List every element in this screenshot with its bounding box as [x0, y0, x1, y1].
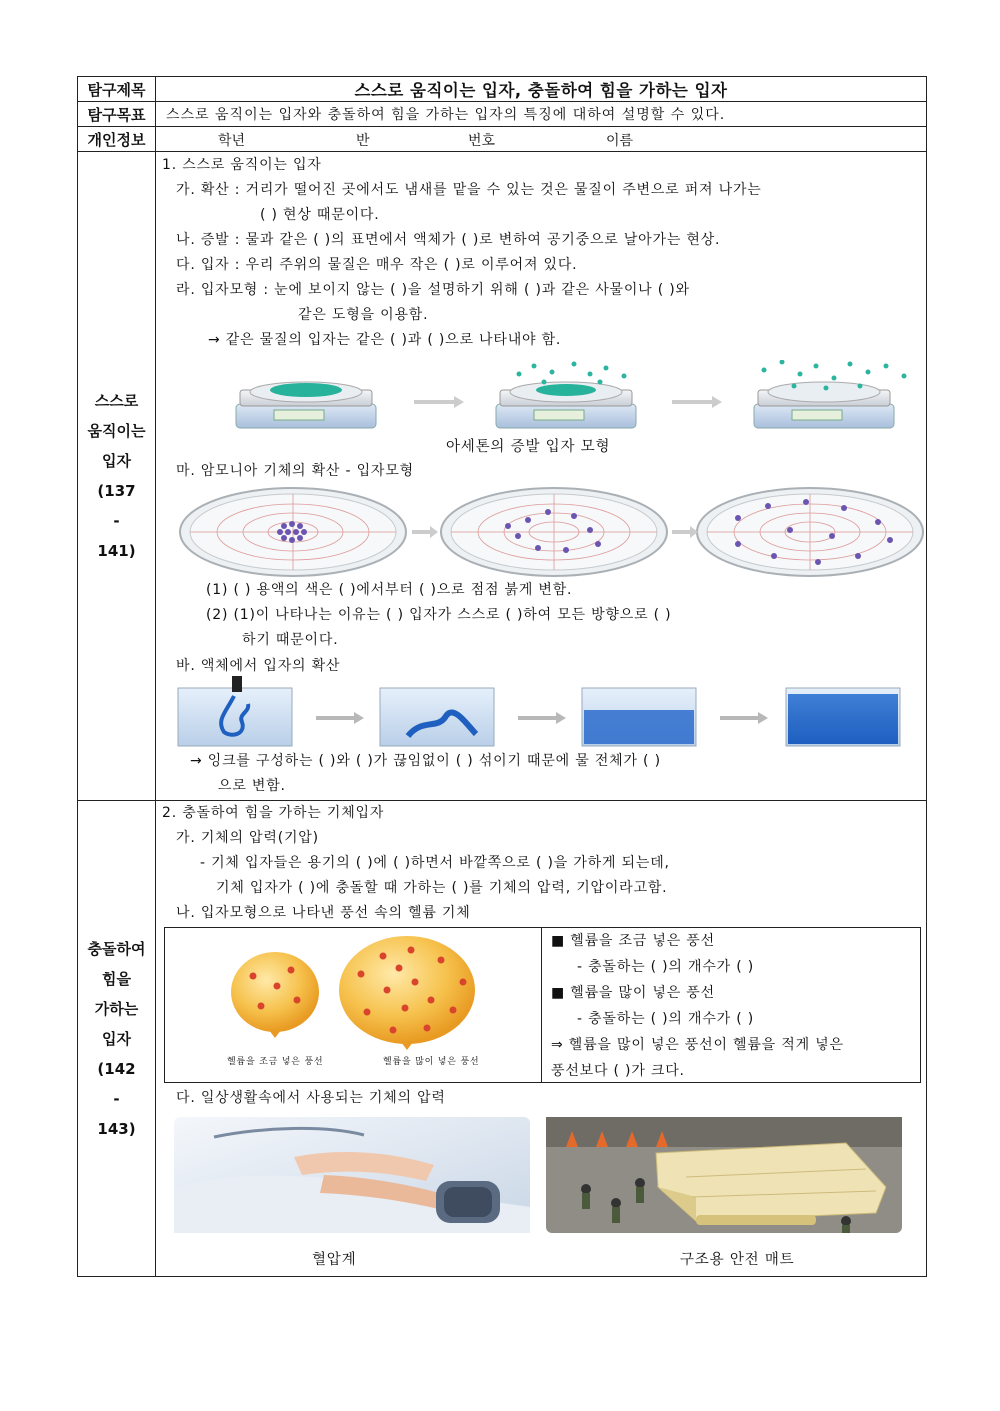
- ammonia-line-2: (2) (1)이 나타나는 이유는 ( ) 입자가 스스로 ( )하여 모든 방향으로 ( ): [206, 607, 672, 623]
- page-title: 스스로 움직이는 입자, 충돌하여 힘을 가하는 입자: [156, 77, 927, 102]
- evaporation-line: 나. 증발 : 물과 같은 ( )의 표면에서 액체가 ( )로 변하여 공기중으로 날아가는 현상.: [176, 232, 721, 248]
- title-label: 탐구제목: [78, 77, 156, 102]
- info-grade: 학년: [218, 133, 246, 149]
- info-class: 반: [356, 133, 370, 149]
- model-line-3: → 같은 물질의 입자는 같은 ( )과 ( )으로 나타내야 함.: [208, 332, 562, 348]
- goal-label: 탐구목표: [78, 102, 156, 127]
- liquid-line-2: 으로 변함.: [218, 778, 286, 794]
- info-fields: [156, 127, 927, 152]
- info-label: 개인정보: [78, 127, 156, 152]
- balloon-note-3: ■ 헬륨을 많이 넣은 풍선: [551, 985, 715, 1001]
- section1-side-label: 스스로 움직이는 입자 (137 - 141): [78, 152, 156, 801]
- beaker-3: [582, 688, 696, 746]
- daily-pressure-heading: 다. 일상생활속에서 사용되는 기체의 압력: [176, 1090, 446, 1106]
- pressure-line-2: 기체 입자가 ( )에 충돌할 때 가하는 ( )를 기체의 압력, 기압이라고함.: [216, 880, 668, 896]
- model-line: 라. 입자모형 : 눈에 보이지 않는 ( )을 설명하기 위해 ( )과 같은 사물이나 ( )와: [176, 282, 690, 298]
- large-balloon-label: 헬륨을 많이 넣은 풍선: [383, 1057, 480, 1067]
- pressure-heading: 가. 기체의 압력(기압): [176, 830, 319, 846]
- balloon-note-4: - 충돌하는 ( )의 개수가 ( ): [577, 1011, 754, 1027]
- section2-content: [156, 801, 927, 1277]
- section1-row: [78, 152, 927, 801]
- ammonia-diffusion-illustration: [178, 486, 926, 578]
- balloon-box: [164, 927, 921, 1083]
- section1-heading: 1. 스스로 움직이는 입자: [162, 157, 322, 173]
- acetone-caption: 아세톤의 증발 입자 모형: [446, 439, 611, 455]
- ammonia-line-1: (1) ( ) 용액의 색은 ( )에서부터 ( )으로 점점 붉게 변함.: [206, 582, 573, 598]
- rescue-mat-photo: [546, 1117, 902, 1233]
- petri-dish-2: [441, 488, 667, 576]
- rescue-mat-caption: 구조용 안전 매트: [680, 1252, 795, 1268]
- diffusion-line: 가. 확산 : 거리가 떨어진 곳에서도 냄새를 맡을 수 있는 것은 물질이 주변으로 퍼져 나가는: [176, 182, 762, 198]
- balloon-box-divider: [541, 928, 542, 1082]
- blood-pressure-photo: [174, 1117, 530, 1233]
- petri-dish-1: [180, 488, 406, 576]
- balloon-note-6: 풍선보다 ( )가 크다.: [551, 1063, 685, 1079]
- goal-text: 스스로 움직이는 입자와 충돌하여 힘을 가하는 입자의 특징에 대하여 설명할 수 있다.: [156, 102, 927, 127]
- info-name: 이름: [606, 133, 634, 149]
- balloon-note-2: - 충돌하는 ( )의 개수가 ( ): [577, 959, 754, 975]
- section2-row: [78, 801, 927, 1277]
- diffusion-line-2: ( ) 현상 때문이다.: [260, 207, 380, 223]
- info-row: [78, 127, 927, 152]
- goal-row: [78, 102, 927, 127]
- balloon-note-1: ■ 헬륨을 조금 넣은 풍선: [551, 933, 715, 949]
- title-row: [78, 77, 927, 102]
- scale-3: [754, 360, 907, 428]
- pressure-line-1: - 기체 입자들은 용기의 ( )에 ( )하면서 바깥쪽으로 ( )을 가하게 되는데,: [200, 855, 670, 871]
- info-number: 번호: [468, 133, 496, 149]
- worksheet-table: [77, 76, 927, 1277]
- petri-dish-3: [697, 488, 923, 576]
- blood-pressure-caption: 혈압계: [312, 1252, 357, 1268]
- balloon-heading: 나. 입자모형으로 나타낸 풍선 속의 헬륨 기체: [176, 905, 471, 921]
- section1-content: [156, 152, 927, 801]
- balloon-note-5: ⇒ 헬륨을 많이 넣은 풍선이 헬륨을 적게 넣은: [551, 1037, 844, 1053]
- ammonia-heading: 마. 암모니아 기체의 확산 - 입자모형: [176, 463, 414, 479]
- large-balloon: [339, 936, 475, 1050]
- balloon-illustration: [201, 934, 501, 1074]
- small-balloon-label: 헬륨을 조금 넣은 풍선: [227, 1057, 324, 1067]
- liquid-heading: 바. 액체에서 입자의 확산: [176, 658, 341, 674]
- scale-2: [496, 362, 636, 429]
- section2-side-label: 충돌하여 힘을 가하는 입자 (142 - 143): [78, 801, 156, 1277]
- acetone-evaporation-illustration: [234, 360, 914, 432]
- section2-heading: 2. 충돌하여 힘을 가하는 기체입자: [162, 805, 385, 821]
- liquid-line-1: → 잉크를 구성하는 ( )와 ( )가 끊임없이 ( ) 섞이기 때문에 물 전체가 ( ): [190, 753, 661, 769]
- worksheet: [77, 76, 927, 1277]
- small-balloon: [231, 952, 319, 1038]
- scale-1: [236, 382, 376, 428]
- model-line-2: 같은 도형을 이용함.: [298, 307, 429, 323]
- beaker-4: [786, 688, 900, 746]
- beaker-2: [380, 688, 494, 746]
- ink-diffusion-illustration: [176, 676, 916, 748]
- ammonia-line-3: 하기 때문이다.: [242, 632, 339, 648]
- particle-line: 다. 입자 : 우리 주위의 물질은 매우 작은 ( )로 이루어져 있다.: [176, 257, 578, 273]
- beaker-1: [178, 676, 292, 746]
